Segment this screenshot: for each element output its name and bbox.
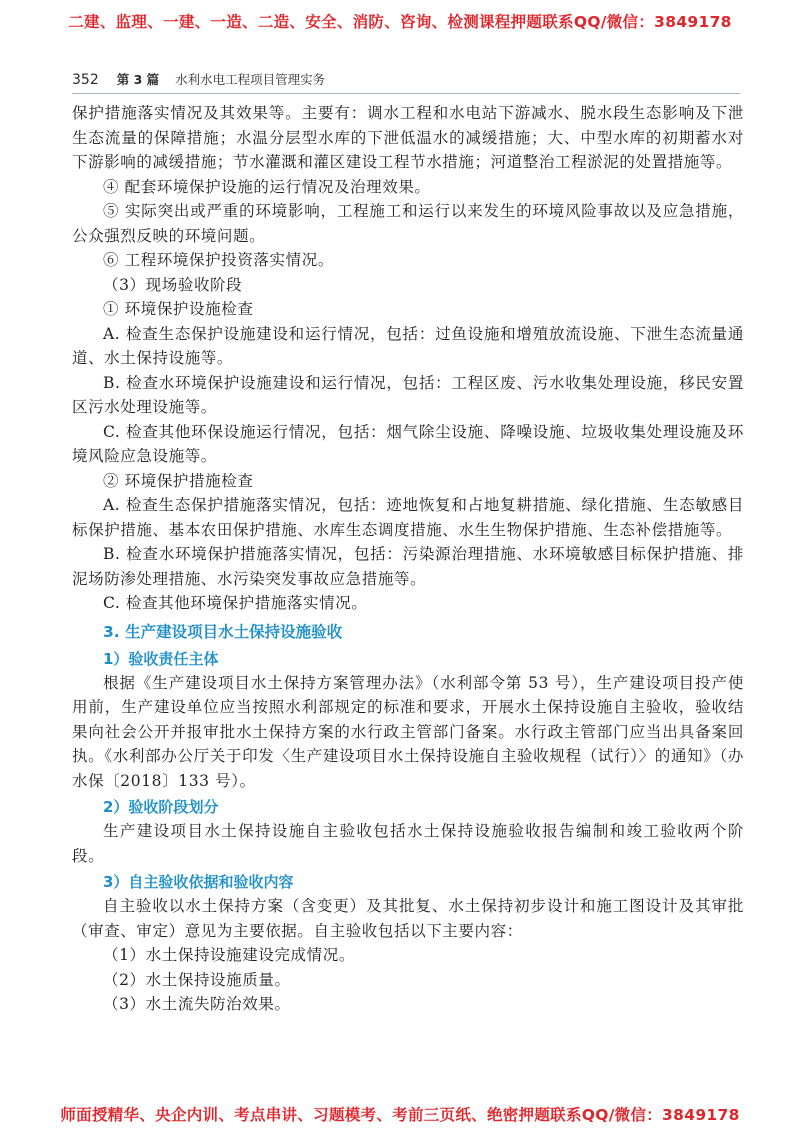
paragraph: A. 检查生态保护措施落实情况，包括：迹地恢复和占地复耕措施、绿化措施、生态敏感目标保护措施、基本农田保护措施、水库生态调度措施、水生生物保护措施、生态补偿措施等。: [72, 496, 744, 539]
book-title: 水利水电工程项目管理实务: [175, 72, 326, 87]
page-header: [72, 70, 740, 88]
paragraph: 自主验收以水土保持方案（含变更）及其批复、水土保持初步设计和施工图设计及其审批（审查、审定）意见为主要依据。自主验收包括以下主要内容：: [72, 897, 744, 940]
paragraph: B. 检查水环境保护设施建设和运行情况，包括：工程区废、污水收集处理设施，移民安置区污水处理设施等。: [72, 373, 744, 416]
paragraph: C. 检查其他环保设施运行情况，包括：烟气除尘设施、降噪设施、垃圾收集处理设施及环境风险应急设施等。: [72, 422, 744, 465]
paragraph: ⑥ 工程环境保护投资落实情况。: [103, 251, 334, 269]
paragraph: C. 检查其他环境保护措施落实情况。: [103, 594, 368, 612]
bottom-promo-banner: 师面授精华、央企内训、考点串讲、习题模考、考前三页纸、绝密押题联系QQ/微信：3849178: [60, 1106, 740, 1124]
subsection-heading: （3）现场验收阶段: [103, 275, 243, 294]
top-promo-banner: 二建、监理、一建、一造、二造、安全、消防、咨询、检测课程押题联系QQ/微信：3849178: [68, 13, 732, 31]
subsection-heading: 2）验收阶段划分: [103, 798, 219, 816]
subsection-heading: 3）自主验收依据和验收内容: [103, 873, 294, 891]
page-number: 352: [72, 72, 99, 88]
paragraph: 生产建设项目水土保持设施自主验收包括水土保持设施验收报告编制和竣工验收两个阶段。: [72, 822, 744, 865]
page-body: [72, 101, 744, 1017]
paragraph: B. 检查水环境保护措施落实情况，包括：污染源治理措施、水环境敏感目标保护措施、排泥场防渗处理措施、水污染突发事故应急措施等。: [72, 545, 744, 588]
subsection-heading: 1）验收责任主体: [103, 649, 219, 668]
paragraph: 根据《生产建设项目水土保持方案管理办法》（水利部令第 53 号），生产建设项目投产使用前，生产建设单位应当按照水利部规定的标准和要求，开展水土保持设施自主验收，验收结果向社会公开并报审批水土保持方案的水行政主管部门备案。水行政主管部门应当出具备案回执。《水利部办公厅关于印发〈生产建设项目水土保持设施自主验收规程（试行）〉的通知》（办水保〔2018〕133 号）。: [72, 673, 744, 790]
subsection-heading: ② 环境保护措施检查: [103, 471, 254, 490]
list-item: （3）水土流失防治效果。: [103, 995, 291, 1013]
paragraph: ⑤ 实际突出或严重的环境影响，工程施工和运行以来发生的环境风险事故以及应急措施，公众强烈反映的环境问题。: [72, 202, 744, 245]
subsection-heading: ① 环境保护设施检查: [103, 300, 254, 318]
list-item: （2）水土保持设施质量。: [103, 970, 291, 989]
section-heading: 3. 生产建设项目水土保持设施验收: [103, 622, 343, 641]
paragraph: ④ 配套环境保护设施的运行情况及治理效果。: [103, 177, 431, 196]
paragraph: 保护措施落实情况及其效果等。主要有：调水工程和水电站下游减水、脱水段生态影响及下泄生态流量的保障措施；水温分层型水库的下泄低温水的减缓措施；大、中型水库的初期蓄水对下游影响的减缓措施；节水灌溉和灌区建设工程节水措施；河道整治工程淤泥的处置措施等。: [72, 104, 744, 171]
header-divider: [72, 93, 740, 94]
part-label: 第 3 篇: [116, 72, 160, 87]
list-item: （1）水土保持设施建设完成情况。: [103, 946, 355, 964]
paragraph: A. 检查生态保护设施建设和运行情况，包括：过鱼设施和增殖放流设施、下泄生态流量通道、水土保持设施等。: [72, 324, 744, 367]
